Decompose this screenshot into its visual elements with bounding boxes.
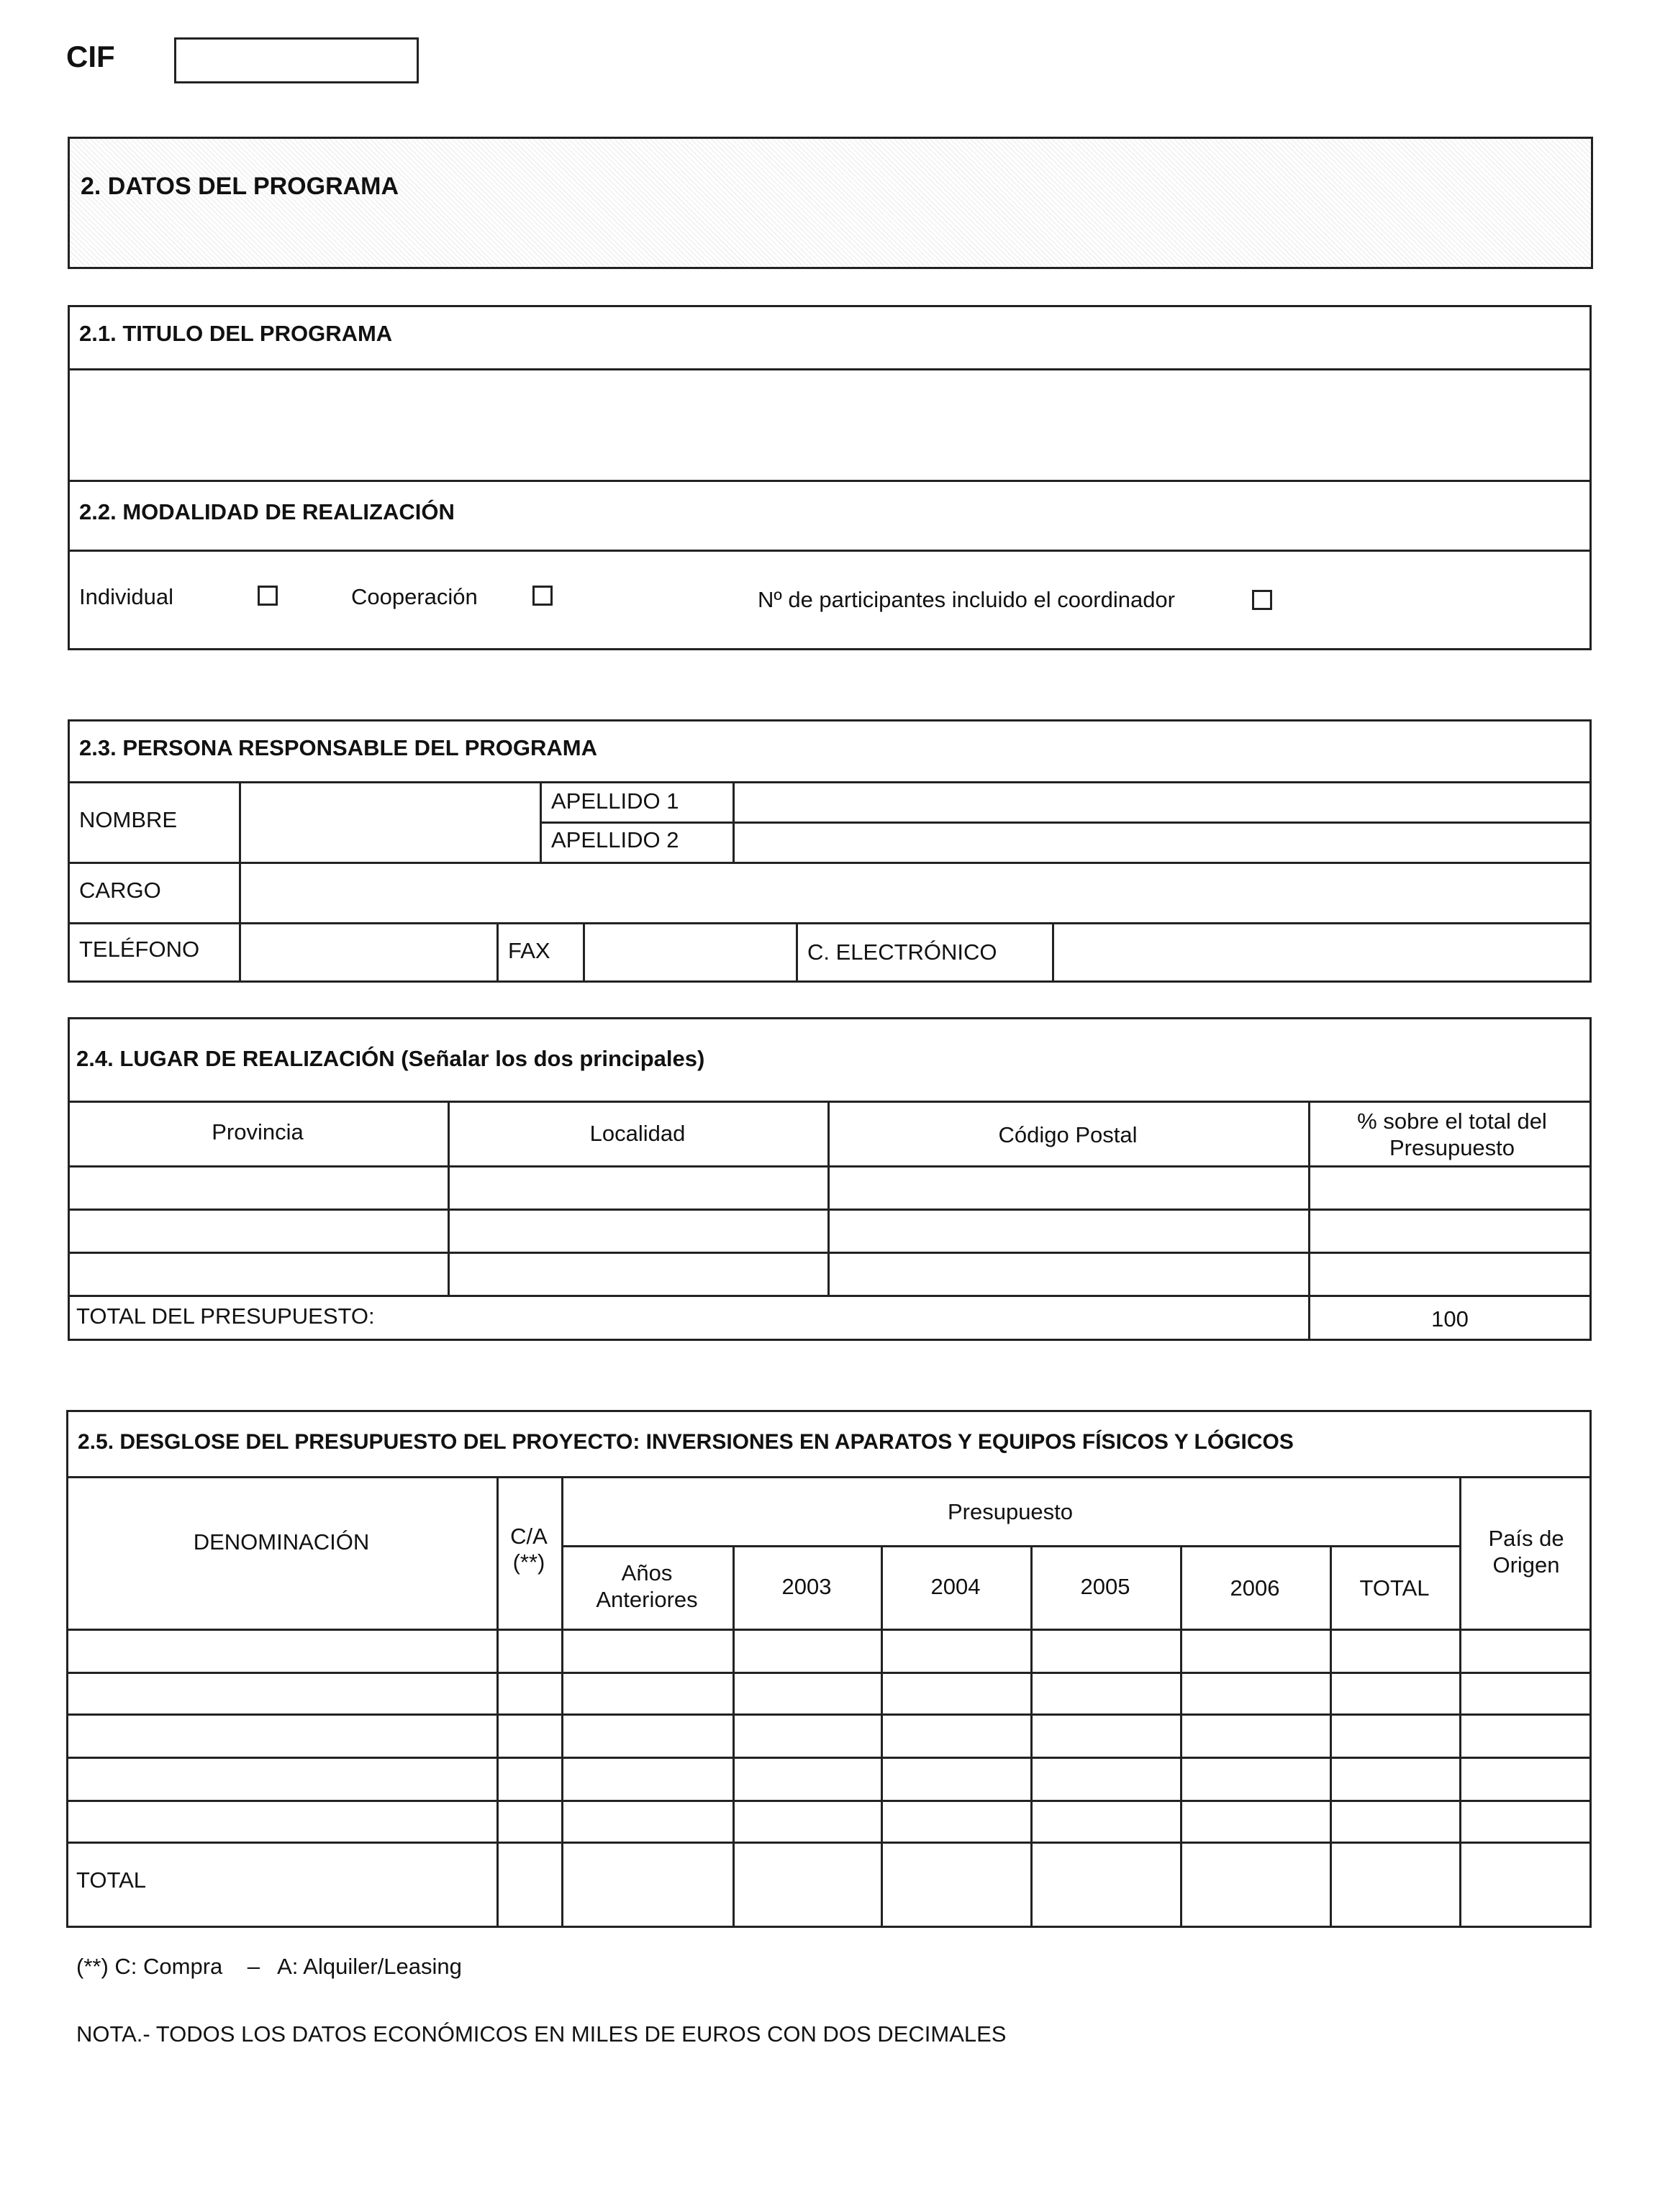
header-ca-note: (**)	[512, 1549, 545, 1575]
cargo-label: CARGO	[79, 878, 161, 903]
fax-label: FAX	[508, 938, 550, 963]
header-porcentaje: % sobre el total del Presupuesto	[1357, 1109, 1547, 1161]
lugar-row[interactable]	[70, 1254, 1589, 1295]
s24-title: 2.4. LUGAR DE REALIZACIÓN (Señalar los dos principales)	[76, 1046, 705, 1071]
inversion-row[interactable]	[68, 1716, 1589, 1757]
apellido1-label: APELLIDO 1	[551, 788, 679, 814]
cif-field[interactable]	[174, 37, 419, 83]
apellido2-field[interactable]	[735, 824, 1589, 862]
header-pais-origen: País de Origen	[1488, 1526, 1564, 1578]
header-codigo-postal: Código Postal	[998, 1122, 1138, 1147]
nota: NOTA.- TODOS LOS DATOS ECONÓMICOS EN MILES DE EUROS CON DOS DECIMALES	[76, 2021, 1007, 2047]
cif-label: CIF	[66, 40, 115, 73]
total-presupuesto-label: TOTAL DEL PRESUPUESTO:	[76, 1303, 375, 1329]
header-2006: 2006	[1230, 1575, 1280, 1601]
header-anos-anteriores: Años Anteriores	[596, 1560, 698, 1613]
inversion-row[interactable]	[68, 1631, 1589, 1672]
section-title: 2. DATOS DEL PROGRAMA	[81, 173, 399, 200]
header-2003: 2003	[781, 1574, 832, 1599]
fax-field[interactable]	[585, 924, 796, 983]
inversion-row[interactable]	[68, 1759, 1589, 1800]
total-presupuesto-value: 100	[1431, 1306, 1469, 1332]
email-label: C. ELECTRÓNICO	[807, 939, 997, 965]
header-total: TOTAL	[1359, 1575, 1430, 1601]
cargo-field[interactable]	[241, 864, 1589, 922]
telefono-field[interactable]	[241, 924, 496, 983]
lugar-row[interactable]	[70, 1168, 1589, 1209]
titulo-programa-field[interactable]	[70, 370, 1589, 480]
s25-title: 2.5. DESGLOSE DEL PRESUPUESTO DEL PROYECTO: INVERSIONES EN APARATOS Y EQUIPOS FÍSICOS Y LÓGICOS	[78, 1430, 1294, 1454]
participantes-label: Nº de participantes incluido el coordinador	[758, 587, 1175, 612]
cooperacion-checkbox[interactable]	[532, 586, 553, 606]
apellido2-label: APELLIDO 2	[551, 827, 679, 852]
header-ca: C/A	[510, 1524, 548, 1549]
s22-title: 2.2. MODALIDAD DE REALIZACIÓN	[79, 499, 455, 524]
header-localidad: Localidad	[589, 1121, 686, 1146]
s23-title: 2.3. PERSONA RESPONSABLE DEL PROGRAMA	[79, 735, 598, 760]
individual-checkbox[interactable]	[258, 586, 278, 606]
apellido1-field[interactable]	[735, 783, 1589, 821]
inversion-row[interactable]	[68, 1674, 1589, 1713]
header-provincia: Provincia	[212, 1119, 304, 1144]
section-header	[68, 137, 1593, 269]
lugar-row[interactable]	[70, 1211, 1589, 1252]
nombre-field[interactable]	[241, 783, 540, 862]
inversion-total-label: TOTAL	[76, 1867, 147, 1893]
email-field[interactable]	[1054, 924, 1589, 983]
footnote: (**) C: Compra – A: Alquiler/Leasing	[76, 1954, 462, 1979]
nombre-label: NOMBRE	[79, 807, 178, 832]
header-2004: 2004	[930, 1574, 981, 1599]
telefono-label: TELÉFONO	[79, 937, 200, 962]
individual-label: Individual	[79, 584, 173, 609]
s21-title: 2.1. TITULO DEL PROGRAMA	[79, 321, 393, 346]
inversion-row[interactable]	[68, 1802, 1589, 1842]
header-2005: 2005	[1080, 1574, 1130, 1599]
header-denominacion: DENOMINACIÓN	[193, 1529, 370, 1555]
cooperacion-label: Cooperación	[351, 584, 478, 609]
header-presupuesto: Presupuesto	[947, 1499, 1074, 1524]
participantes-box[interactable]	[1252, 590, 1272, 610]
